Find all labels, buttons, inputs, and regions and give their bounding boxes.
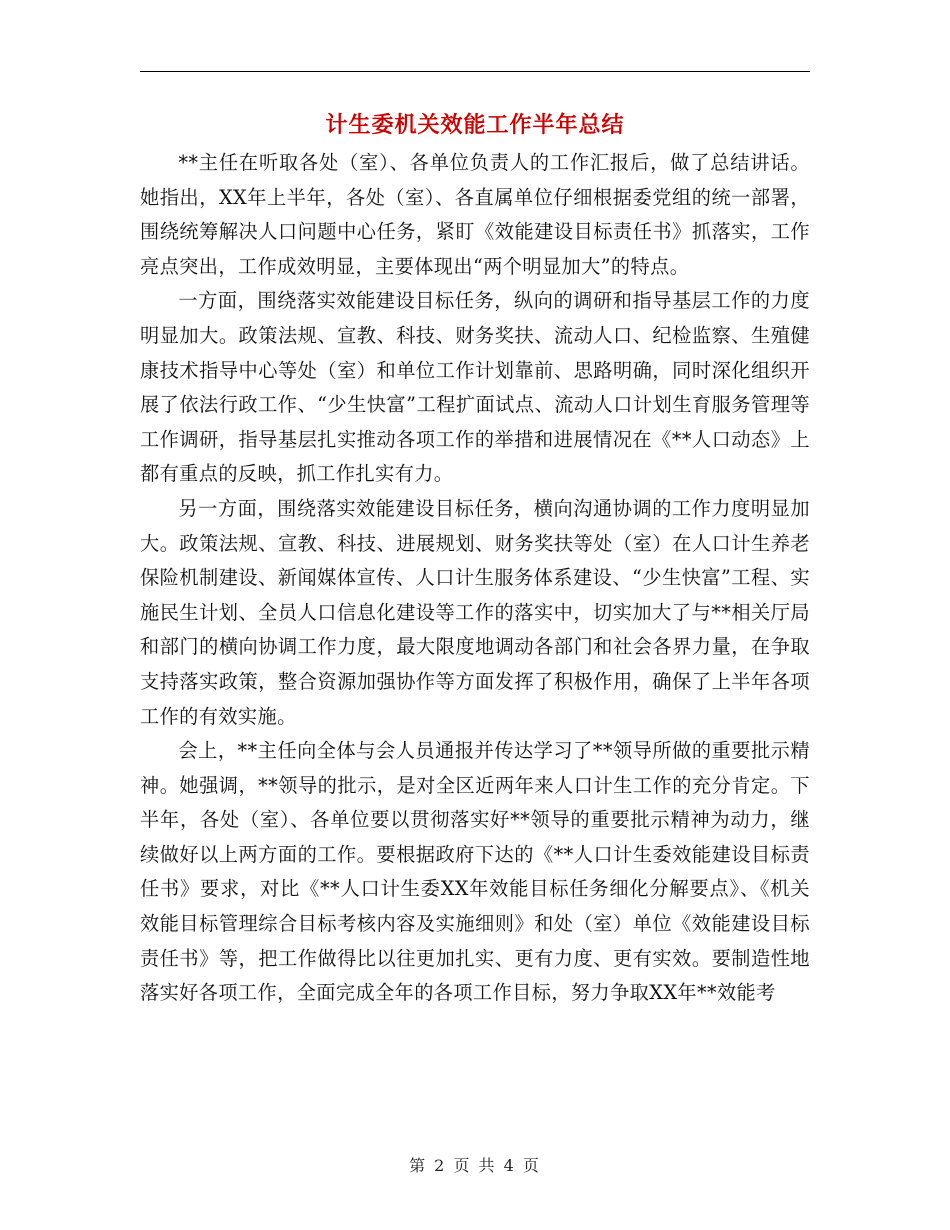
header-rule xyxy=(140,71,810,72)
paragraph-4: 会上，**主任向全体与会人员通报并传达学习了**领导所做的重要批示精神。她强调，**领导的批示，是对全区近两年来人口计生工作的充分肯定。下半年，各处（室）、各单位要以贯彻落实好**领导的重要批示精神为动力，继续做好以上两方面的工作。要根据政府下达的《**人口计生委效能建设目标责任书》要求，对比《**人口计生委XX年效能目标任务细化分解要点》、《机关效能目标管理综合目标考核内容及实施细则》和处（室）单位《效能建设目标责任书》等，把工作做得比以往更加扎实、更有力度、更有实效。要制造性地落实好各项工作，全面完成全年的各项工作目标，努力争取XX年**效能考 xyxy=(140,739,810,1005)
document-body xyxy=(140,146,810,1011)
page-number-footer: 第 2 页 共 4 页 xyxy=(409,1156,541,1175)
paragraph-1: **主任在听取各处（室）、各单位负责人的工作汇报后，做了总结讲话。她指出，XX年上半年，各处（室）、各直属单位仔细根据委党组的统一部署，围绕统筹解决人口问题中心任务，紧盯《效能建设目标责任书》抓落实，工作亮点突出，工作成效明显，主要体现出“两个明显加大”的特点。 xyxy=(140,151,810,278)
document-title: 计生委机关效能工作半年总结 xyxy=(325,113,625,138)
paragraph-2: 一方面，围绕落实效能建设目标任务，纵向的调研和指导基层工作的力度明显加大。政策法规、宣教、科技、财务奖扶、流动人口、纪检监察、生殖健康技术指导中心等处（室）和单位工作计划靠前、思路明确，同时深化组织开展了依法行政工作、“少生快富”工程扩面试点、流动人口计划生育服务管理等工作调研，指导基层扎实推动各项工作的举措和进展情况在《**人口动态》上都有重点的反映，抓工作扎实有力。 xyxy=(140,289,810,486)
paragraph-3: 另一方面，围绕落实效能建设目标任务，横向沟通协调的工作力度明显加大。政策法规、宣教、科技、进展规划、财务奖扶等处（室）在人口计生养老保险机制建设、新闻媒体宣传、人口计生服务体系建设、“少生快富”工程、实施民生计划、全员人口信息化建设等工作的落实中，切实加大了与**相关厅局和部门的横向协调工作力度，最大限度地调动各部门和社会各界力量，在争取支持落实政策，整合资源加强协作等方面发挥了积极作用，确保了上半年各项工作的有效实施。 xyxy=(140,496,810,728)
